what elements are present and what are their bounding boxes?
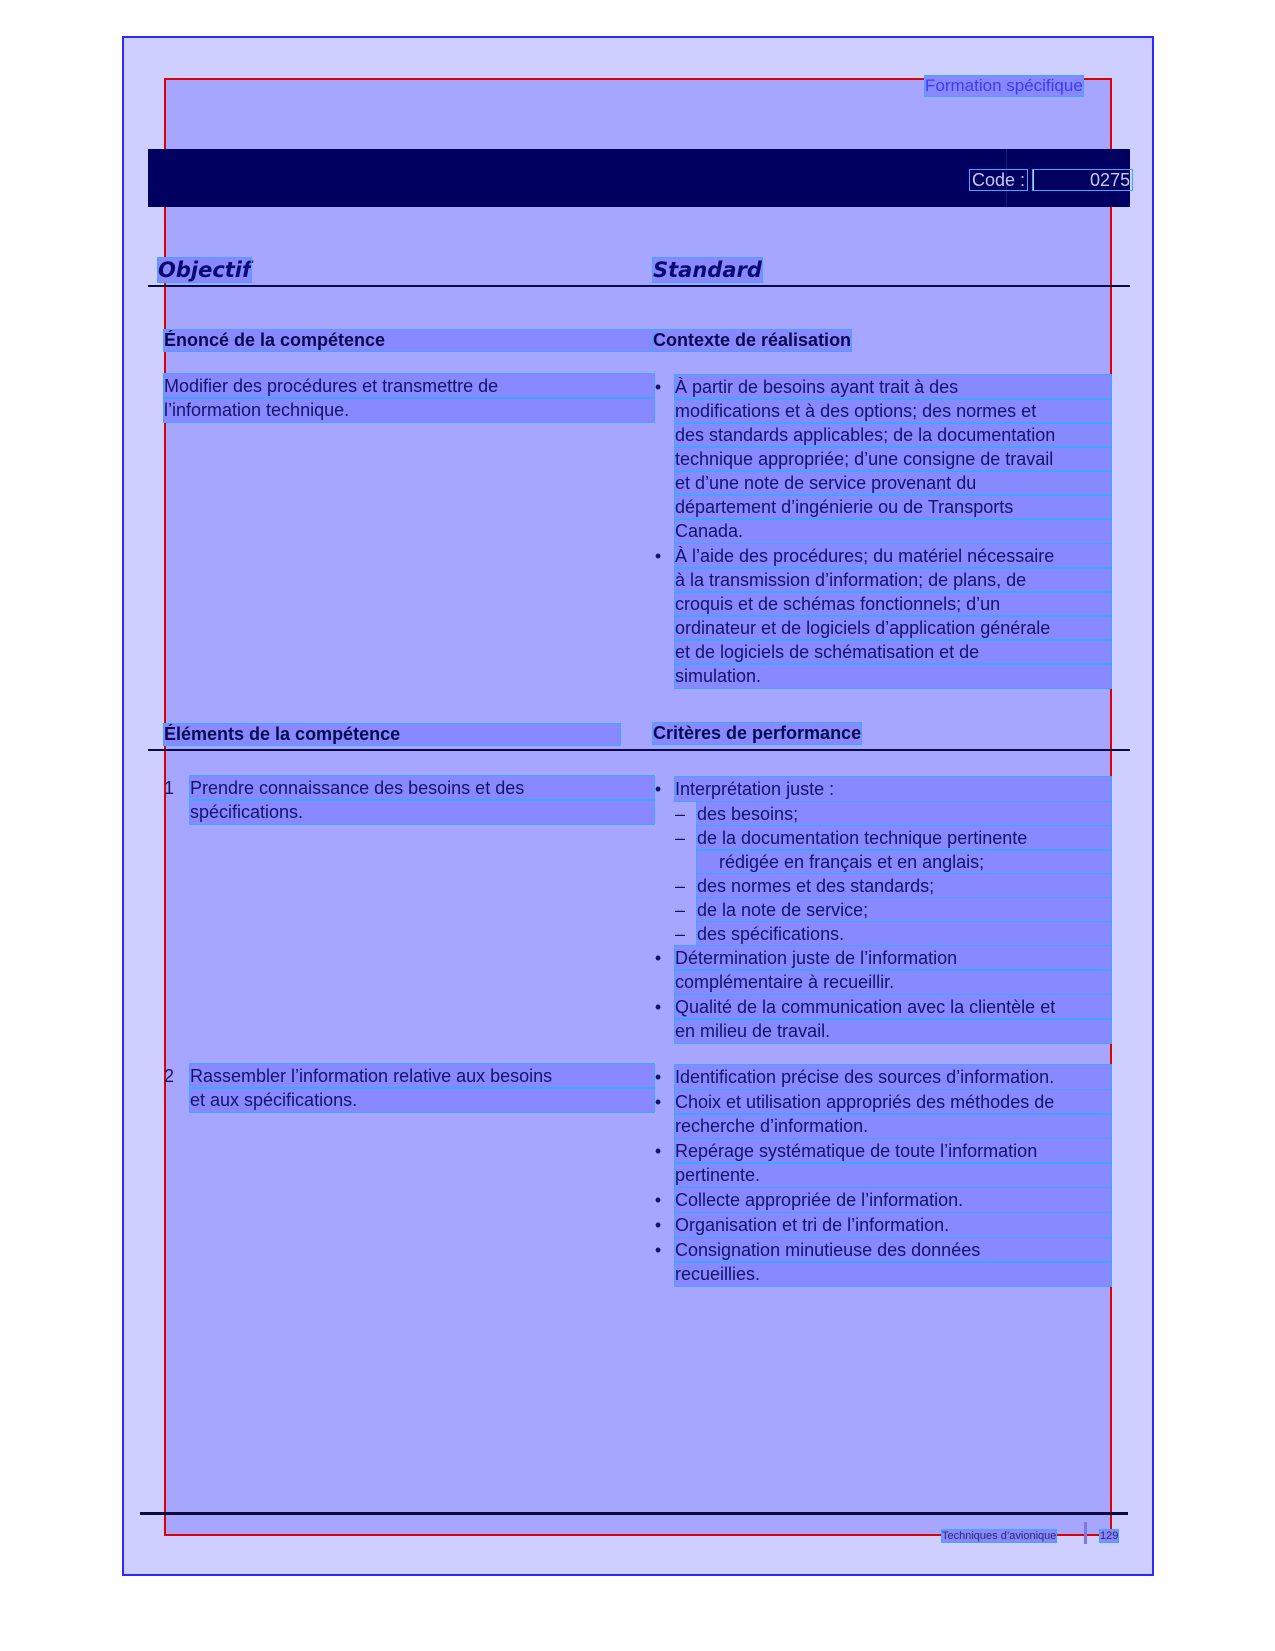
element-2	[164, 1064, 654, 1112]
criteria-subitem	[653, 826, 1111, 874]
elements-heading: Éléments de la compétence	[164, 724, 620, 745]
bullet-line: Consignation minutieuse des données	[675, 1238, 1111, 1262]
bullet-line: recherche d’information.	[675, 1114, 1111, 1138]
standard-heading: Standard	[653, 258, 762, 282]
bullet-icon: •	[654, 1092, 662, 1112]
bullet-icon: •	[654, 1215, 662, 1235]
criteria-bullet	[653, 777, 1111, 801]
competence-line: Modifier des procédures et transmettre de	[164, 374, 654, 398]
element-line: spécifications.	[190, 800, 654, 824]
dash-icon: –	[675, 876, 686, 896]
criteria-subitem	[653, 874, 1111, 898]
criteria-heading: Critères de performance	[653, 723, 862, 743]
bullet-line: ordinateur et de logiciels d’application générale	[675, 616, 1111, 640]
bullet-icon: •	[654, 1067, 662, 1087]
bullet-line: simulation.	[675, 664, 1111, 688]
bullet-line: Interprétation juste :	[675, 777, 1111, 801]
criteria-bullet	[653, 1238, 1111, 1286]
bullet-icon: •	[654, 1240, 662, 1260]
footer-text: Techniques d’avionique	[942, 1530, 1057, 1542]
bullet-line: Choix et utilisation appropriés des méthodes de	[675, 1090, 1111, 1114]
elements-rule	[148, 749, 1130, 751]
bullet-line: Collecte appropriée de l’information.	[675, 1188, 1111, 1212]
bullet-line: Qualité de la communication avec la clientèle et	[675, 995, 1111, 1019]
heading-rule	[148, 285, 1130, 287]
context-bullet	[653, 544, 1111, 688]
dash-icon: –	[675, 924, 686, 944]
element-line: Prendre connaissance des besoins et des	[190, 776, 654, 800]
bullet-icon: •	[654, 1190, 662, 1210]
bullet-icon: •	[654, 1141, 662, 1161]
dash-icon: –	[675, 828, 686, 848]
bullet-line: Identification précise des sources d’information.	[675, 1065, 1111, 1089]
criteria-subitem	[653, 802, 1111, 826]
criteria-subitem	[653, 898, 1111, 922]
bullet-icon: •	[654, 779, 662, 799]
subitem-line: rédigée en français et en anglais;	[697, 850, 1111, 874]
bullet-line: technique appropriée; d’une consigne de travail	[675, 447, 1111, 471]
subitem-line: des normes et des standards;	[697, 874, 1111, 898]
criteria-bullet	[653, 1188, 1111, 1212]
code-box	[970, 170, 1132, 191]
element-number: 1	[164, 778, 175, 798]
bullet-line: et d’une note de service provenant du	[675, 471, 1111, 495]
criteria-list-1	[653, 777, 1111, 1044]
criteria-subitem	[653, 922, 1111, 946]
element-1	[164, 776, 654, 824]
dash-icon: –	[675, 900, 686, 920]
bullet-line: pertinente.	[675, 1163, 1111, 1187]
bullet-line: Organisation et tri de l’information.	[675, 1213, 1111, 1237]
context-list	[653, 375, 1111, 689]
bullet-icon: •	[654, 546, 662, 566]
context-bullet	[653, 375, 1111, 543]
criteria-bullet	[653, 995, 1111, 1043]
element-item	[164, 1064, 654, 1112]
subitem-line: des besoins;	[697, 802, 1111, 826]
competence-statement	[164, 374, 654, 422]
element-item	[164, 776, 654, 824]
competence-line: l’information technique.	[164, 398, 654, 422]
bullet-line: complémentaire à recueillir.	[675, 970, 1111, 994]
bullet-line: et de logiciels de schématisation et de	[675, 640, 1111, 664]
bullet-icon: •	[654, 948, 662, 968]
criteria-bullet	[653, 1139, 1111, 1187]
element-number: 2	[164, 1066, 175, 1086]
bullet-line: à la transmission d’information; de plans, de	[675, 568, 1111, 592]
footer-separator	[1084, 1522, 1087, 1544]
criteria-bullet	[653, 946, 1111, 994]
bullet-icon: •	[654, 377, 662, 397]
bullet-line: croquis et de schémas fonctionnels; d’un	[675, 592, 1111, 616]
code-header-inner	[148, 149, 1007, 207]
bullet-line: Canada.	[675, 519, 1111, 543]
criteria-bullet	[653, 1065, 1111, 1089]
footer-rule	[140, 1512, 1128, 1515]
dash-icon: –	[675, 804, 686, 824]
bullet-line: modifications et à des options; des normes et	[675, 399, 1111, 423]
criteria-bullet	[653, 1090, 1111, 1138]
bullet-icon: •	[654, 997, 662, 1017]
running-title: Formation spécifique	[925, 76, 1083, 95]
code-value: 0275	[1033, 170, 1132, 190]
element-line: Rassembler l’information relative aux besoins	[190, 1064, 654, 1088]
bullet-line: À partir de besoins ayant trait à des	[675, 375, 1111, 399]
bullet-line: À l’aide des procédures; du matériel nécessaire	[675, 544, 1111, 568]
subitem-line: de la documentation technique pertinente	[697, 826, 1111, 850]
code-label: Code :	[972, 170, 1026, 190]
page-number: 129	[1100, 1530, 1119, 1542]
bullet-line: en milieu de travail.	[675, 1019, 1111, 1043]
context-heading: Contexte de réalisation	[653, 330, 852, 350]
subitem-line: des spécifications.	[697, 922, 1111, 946]
competence-heading: Énoncé de la compétence	[164, 330, 654, 351]
criteria-bullet	[653, 1213, 1111, 1237]
criteria-list-2	[653, 1065, 1111, 1287]
element-line: et aux spécifications.	[190, 1088, 654, 1112]
objective-heading: Objectif	[158, 258, 252, 282]
bullet-line: des standards applicables; de la documentation	[675, 423, 1111, 447]
subitem-line: de la note de service;	[697, 898, 1111, 922]
bullet-line: Repérage systématique de toute l’information	[675, 1139, 1111, 1163]
bullet-line: recueillies.	[675, 1262, 1111, 1286]
bullet-line: Détermination juste de l’information	[675, 946, 1111, 970]
bullet-line: département d’ingénierie ou de Transports	[675, 495, 1111, 519]
